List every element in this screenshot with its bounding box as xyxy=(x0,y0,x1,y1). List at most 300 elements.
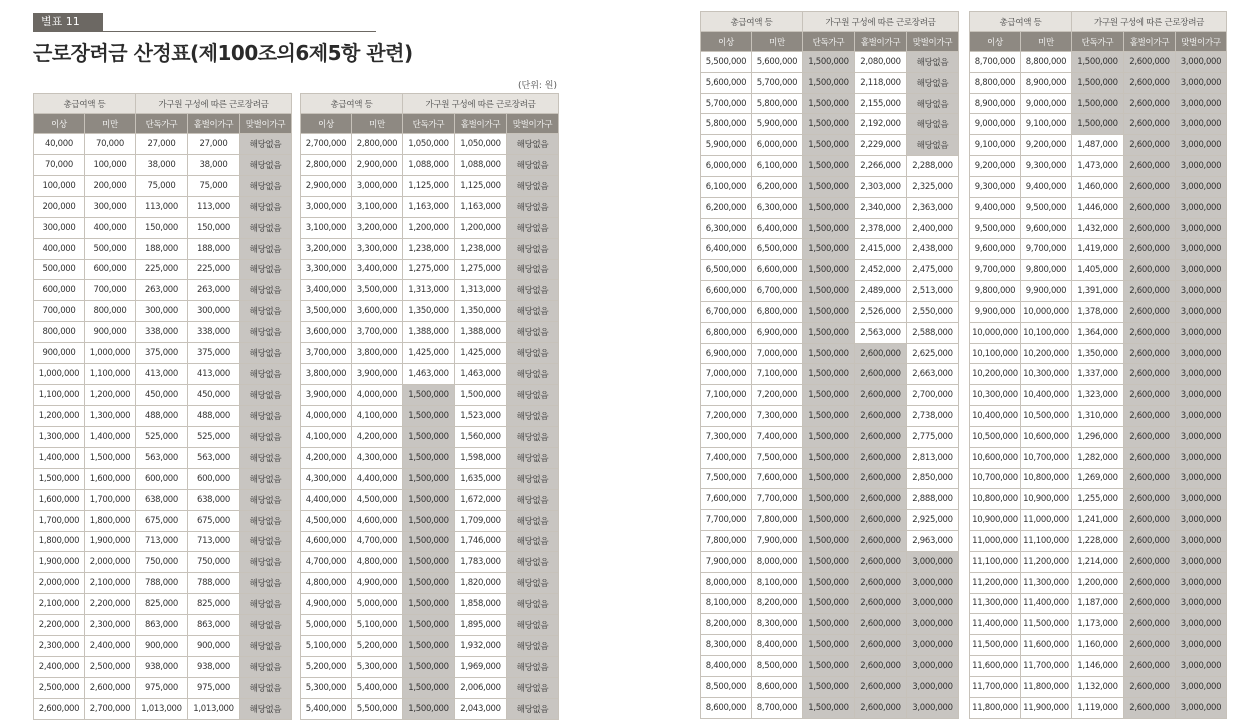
title-rule xyxy=(33,31,376,32)
single-household-cell: 1,050,000 xyxy=(403,134,455,155)
income-max-cell: 7,200,000 xyxy=(752,385,803,406)
table-row xyxy=(970,697,1227,718)
income-min-cell: 7,300,000 xyxy=(701,426,752,447)
income-min-cell: 3,900,000 xyxy=(301,385,352,406)
one-earner-cell: 1,013,000 xyxy=(188,698,240,719)
table-row xyxy=(34,677,292,698)
two-earner-cell: 해당없음 xyxy=(507,677,559,698)
income-min-cell: 10,400,000 xyxy=(970,406,1021,427)
income-min-cell: 4,000,000 xyxy=(301,405,352,426)
income-min-cell: 1,900,000 xyxy=(34,552,85,573)
income-min-cell: 11,100,000 xyxy=(970,551,1021,572)
table-row xyxy=(301,385,559,406)
income-max-cell: 10,600,000 xyxy=(1021,426,1072,447)
income-max-cell: 4,300,000 xyxy=(352,447,403,468)
single-household-cell: 150,000 xyxy=(136,217,188,238)
one-earner-cell: 2,340,000 xyxy=(855,197,907,218)
income-max-cell: 300,000 xyxy=(85,196,136,217)
income-max-cell: 8,100,000 xyxy=(752,572,803,593)
one-earner-cell: 1,425,000 xyxy=(455,343,507,364)
one-earner-cell: 2,600,000 xyxy=(855,614,907,635)
income-max-cell: 6,700,000 xyxy=(752,281,803,302)
income-min-cell: 1,400,000 xyxy=(34,447,85,468)
two-earner-cell: 해당없음 xyxy=(507,364,559,385)
min-header: 이상 xyxy=(34,114,85,134)
income-min-cell: 6,000,000 xyxy=(701,156,752,177)
income-min-cell: 5,500,000 xyxy=(701,52,752,73)
income-max-cell: 10,000,000 xyxy=(1021,301,1072,322)
income-min-cell: 7,500,000 xyxy=(701,468,752,489)
table-row xyxy=(301,405,559,426)
income-min-cell: 8,600,000 xyxy=(701,697,752,718)
two-earner-cell: 3,000,000 xyxy=(1176,218,1227,239)
two-earner-cell: 2,438,000 xyxy=(907,239,959,260)
table-row xyxy=(34,573,292,594)
one-earner-cell: 2,600,000 xyxy=(1124,135,1176,156)
two-earner-cell: 3,000,000 xyxy=(1176,614,1227,635)
income-max-cell: 100,000 xyxy=(85,154,136,175)
table-row xyxy=(701,239,959,260)
one-earner-cell: 38,000 xyxy=(188,154,240,175)
table-row xyxy=(701,676,959,697)
table-row xyxy=(701,635,959,656)
income-max-cell: 9,900,000 xyxy=(1021,281,1072,302)
unit-note: (단위: 원) xyxy=(518,81,557,91)
single-household-cell: 1,500,000 xyxy=(403,447,455,468)
two-earner-cell: 3,000,000 xyxy=(1176,176,1227,197)
income-max-cell: 7,900,000 xyxy=(752,531,803,552)
one-earner-cell: 1,895,000 xyxy=(455,615,507,636)
one-earner-cell: 2,378,000 xyxy=(855,218,907,239)
single-household-cell: 750,000 xyxy=(136,552,188,573)
two-earner-cell: 3,000,000 xyxy=(1176,593,1227,614)
single-household-cell: 225,000 xyxy=(136,259,188,280)
single-household-cell: 1,432,000 xyxy=(1072,218,1124,239)
one-earner-cell: 2,415,000 xyxy=(855,239,907,260)
two-earner-cell: 해당없음 xyxy=(507,134,559,155)
income-min-cell: 5,400,000 xyxy=(301,698,352,719)
single-household-cell: 1,500,000 xyxy=(803,510,855,531)
one-earner-cell: 2,600,000 xyxy=(1124,656,1176,677)
one-earner-cell: 2,600,000 xyxy=(855,426,907,447)
one-earner-cell: 2,489,000 xyxy=(855,281,907,302)
one-earner-cell: 488,000 xyxy=(188,405,240,426)
single-household-cell: 1,500,000 xyxy=(803,156,855,177)
two-earner-cell: 3,000,000 xyxy=(1176,135,1227,156)
single-household-cell: 1,146,000 xyxy=(1072,656,1124,677)
income-min-cell: 10,600,000 xyxy=(970,447,1021,468)
income-min-cell: 9,000,000 xyxy=(970,114,1021,135)
table-row xyxy=(34,301,292,322)
one-earner-cell: 2,600,000 xyxy=(855,385,907,406)
income-max-cell: 9,800,000 xyxy=(1021,260,1072,281)
one-earner-cell: 2,600,000 xyxy=(855,572,907,593)
one-earner-cell: 1,200,000 xyxy=(455,217,507,238)
income-max-cell: 8,200,000 xyxy=(752,593,803,614)
income-max-cell: 4,900,000 xyxy=(352,573,403,594)
single-household-cell: 1,119,000 xyxy=(1072,697,1124,718)
one-earner-cell: 975,000 xyxy=(188,677,240,698)
one-earner-cell: 1,783,000 xyxy=(455,552,507,573)
income-min-cell: 4,100,000 xyxy=(301,426,352,447)
single-household-cell: 1,500,000 xyxy=(403,405,455,426)
two-earner-cell: 2,888,000 xyxy=(907,489,959,510)
single-household-cell: 1,500,000 xyxy=(803,135,855,156)
income-max-cell: 8,400,000 xyxy=(752,635,803,656)
income-min-cell: 4,800,000 xyxy=(301,573,352,594)
income-max-cell: 5,300,000 xyxy=(352,657,403,678)
one-earner-cell: 2,600,000 xyxy=(1124,239,1176,260)
two-earner-cell: 3,000,000 xyxy=(1176,447,1227,468)
two-earner-cell: 해당없음 xyxy=(507,531,559,552)
two-earner-cell: 해당없음 xyxy=(240,405,292,426)
income-max-cell: 10,700,000 xyxy=(1021,447,1072,468)
award-group-header: 가구원 구성에 따른 근로장려금 xyxy=(1072,12,1227,32)
income-min-cell: 10,100,000 xyxy=(970,343,1021,364)
two-earner-cell: 해당없음 xyxy=(507,698,559,719)
income-min-cell: 700,000 xyxy=(34,301,85,322)
table-row xyxy=(970,239,1227,260)
income-max-cell: 11,100,000 xyxy=(1021,531,1072,552)
two-earner-cell: 2,813,000 xyxy=(907,447,959,468)
income-min-cell: 10,200,000 xyxy=(970,364,1021,385)
income-min-cell: 6,400,000 xyxy=(701,239,752,260)
two-earner-cell: 2,588,000 xyxy=(907,322,959,343)
income-max-cell: 4,500,000 xyxy=(352,489,403,510)
one-earner-cell: 2,600,000 xyxy=(1124,93,1176,114)
income-max-cell: 11,300,000 xyxy=(1021,572,1072,593)
one-earner-header: 홑벌이가구 xyxy=(1124,32,1176,52)
single-household-header: 단독가구 xyxy=(136,114,188,134)
income-min-cell: 11,500,000 xyxy=(970,635,1021,656)
income-min-cell: 10,900,000 xyxy=(970,510,1021,531)
table-row xyxy=(34,259,292,280)
two-earner-cell: 3,000,000 xyxy=(1176,364,1227,385)
max-header: 미만 xyxy=(1021,32,1072,52)
one-earner-cell: 2,600,000 xyxy=(1124,176,1176,197)
income-min-cell: 4,600,000 xyxy=(301,531,352,552)
table-row xyxy=(701,176,959,197)
two-earner-cell: 해당없음 xyxy=(240,426,292,447)
income-min-cell: 8,500,000 xyxy=(701,676,752,697)
table-row xyxy=(301,657,559,678)
single-household-cell: 1,350,000 xyxy=(403,301,455,322)
income-min-cell: 5,000,000 xyxy=(301,615,352,636)
income-max-cell: 3,400,000 xyxy=(352,259,403,280)
table-row xyxy=(970,114,1227,135)
income-max-cell: 8,700,000 xyxy=(752,697,803,718)
single-household-cell: 1,500,000 xyxy=(1072,93,1124,114)
income-max-cell: 10,100,000 xyxy=(1021,322,1072,343)
one-earner-cell: 1,598,000 xyxy=(455,447,507,468)
table-row xyxy=(701,614,959,635)
two-earner-cell: 해당없음 xyxy=(507,238,559,259)
income-min-cell: 900,000 xyxy=(34,343,85,364)
income-max-cell: 2,400,000 xyxy=(85,636,136,657)
table-row xyxy=(970,468,1227,489)
one-earner-cell: 1,709,000 xyxy=(455,510,507,531)
income-max-cell: 2,900,000 xyxy=(352,154,403,175)
single-household-header: 단독가구 xyxy=(803,32,855,52)
one-earner-cell: 2,600,000 xyxy=(1124,551,1176,572)
single-household-cell: 1,228,000 xyxy=(1072,531,1124,552)
income-group-header: 총급여액 등 xyxy=(970,12,1072,32)
one-earner-cell: 2,600,000 xyxy=(1124,218,1176,239)
table-row xyxy=(34,154,292,175)
income-min-cell: 70,000 xyxy=(34,154,85,175)
income-min-cell: 1,500,000 xyxy=(34,468,85,489)
income-min-cell: 7,000,000 xyxy=(701,364,752,385)
single-household-cell: 1,241,000 xyxy=(1072,510,1124,531)
two-earner-cell: 해당없음 xyxy=(507,322,559,343)
income-min-cell: 3,700,000 xyxy=(301,343,352,364)
income-max-cell: 800,000 xyxy=(85,301,136,322)
table-row xyxy=(301,259,559,280)
income-max-cell: 6,000,000 xyxy=(752,135,803,156)
income-min-cell: 2,900,000 xyxy=(301,175,352,196)
income-min-cell: 11,700,000 xyxy=(970,676,1021,697)
two-earner-cell: 해당없음 xyxy=(507,217,559,238)
one-earner-cell: 2,600,000 xyxy=(1124,531,1176,552)
single-household-cell: 1,500,000 xyxy=(403,677,455,698)
income-max-cell: 2,800,000 xyxy=(352,134,403,155)
income-max-cell: 1,500,000 xyxy=(85,447,136,468)
two-earner-cell: 해당없음 xyxy=(240,594,292,615)
two-earner-cell: 해당없음 xyxy=(507,385,559,406)
two-earner-cell: 해당없음 xyxy=(240,636,292,657)
income-max-cell: 700,000 xyxy=(85,280,136,301)
one-earner-cell: 1,125,000 xyxy=(455,175,507,196)
income-min-cell: 6,300,000 xyxy=(701,218,752,239)
income-max-cell: 10,200,000 xyxy=(1021,343,1072,364)
one-earner-cell: 2,080,000 xyxy=(855,52,907,73)
income-min-cell: 2,500,000 xyxy=(34,677,85,698)
two-earner-cell: 3,000,000 xyxy=(1176,635,1227,656)
single-household-cell: 1,425,000 xyxy=(403,343,455,364)
one-earner-cell: 1,313,000 xyxy=(455,280,507,301)
single-household-cell: 1,500,000 xyxy=(803,489,855,510)
one-earner-cell: 2,600,000 xyxy=(1124,343,1176,364)
table-row xyxy=(301,364,559,385)
single-household-cell: 1,013,000 xyxy=(136,698,188,719)
table-row xyxy=(970,551,1227,572)
single-household-cell: 638,000 xyxy=(136,489,188,510)
income-min-cell: 7,800,000 xyxy=(701,531,752,552)
single-household-cell: 1,364,000 xyxy=(1072,322,1124,343)
income-max-cell: 9,500,000 xyxy=(1021,197,1072,218)
income-max-cell: 1,600,000 xyxy=(85,468,136,489)
table-row xyxy=(301,489,559,510)
single-household-cell: 1,500,000 xyxy=(403,426,455,447)
single-household-cell: 413,000 xyxy=(136,364,188,385)
table-row xyxy=(301,280,559,301)
income-min-cell: 9,300,000 xyxy=(970,176,1021,197)
income-max-cell: 9,100,000 xyxy=(1021,114,1072,135)
income-max-cell: 5,100,000 xyxy=(352,615,403,636)
income-min-cell: 4,200,000 xyxy=(301,447,352,468)
single-household-cell: 1,200,000 xyxy=(1072,572,1124,593)
table-row xyxy=(701,343,959,364)
two-earner-cell: 3,000,000 xyxy=(1176,114,1227,135)
income-min-cell: 9,700,000 xyxy=(970,260,1021,281)
single-household-cell: 1,500,000 xyxy=(403,698,455,719)
income-max-cell: 4,400,000 xyxy=(352,468,403,489)
one-earner-cell: 2,600,000 xyxy=(1124,614,1176,635)
one-earner-cell: 2,600,000 xyxy=(855,489,907,510)
income-max-cell: 11,500,000 xyxy=(1021,614,1072,635)
table-row xyxy=(34,657,292,678)
one-earner-cell: 2,600,000 xyxy=(1124,676,1176,697)
income-max-cell: 7,800,000 xyxy=(752,510,803,531)
single-household-cell: 300,000 xyxy=(136,301,188,322)
single-household-header: 단독가구 xyxy=(1072,32,1124,52)
min-header: 이상 xyxy=(970,32,1021,52)
income-max-cell: 7,100,000 xyxy=(752,364,803,385)
single-household-cell: 488,000 xyxy=(136,405,188,426)
income-max-cell: 9,700,000 xyxy=(1021,239,1072,260)
one-earner-cell: 1,350,000 xyxy=(455,301,507,322)
two-earner-cell: 해당없음 xyxy=(240,364,292,385)
single-household-cell: 1,500,000 xyxy=(803,593,855,614)
single-household-cell: 1,419,000 xyxy=(1072,239,1124,260)
income-max-cell: 6,600,000 xyxy=(752,260,803,281)
single-household-cell: 1,282,000 xyxy=(1072,447,1124,468)
one-earner-cell: 2,600,000 xyxy=(1124,697,1176,718)
two-earner-cell: 3,000,000 xyxy=(907,656,959,677)
income-max-cell: 5,400,000 xyxy=(352,677,403,698)
one-earner-cell: 2,600,000 xyxy=(1124,426,1176,447)
income-max-cell: 11,700,000 xyxy=(1021,656,1072,677)
two-earner-cell: 해당없음 xyxy=(240,196,292,217)
single-household-cell: 1,500,000 xyxy=(803,364,855,385)
one-earner-cell: 2,600,000 xyxy=(1124,364,1176,385)
single-household-cell: 1,500,000 xyxy=(803,239,855,260)
one-earner-cell: 150,000 xyxy=(188,217,240,238)
single-household-cell: 1,500,000 xyxy=(1072,114,1124,135)
single-household-cell: 1,125,000 xyxy=(403,175,455,196)
table-row xyxy=(301,552,559,573)
income-max-cell: 8,600,000 xyxy=(752,676,803,697)
income-max-cell: 6,900,000 xyxy=(752,322,803,343)
table-row xyxy=(970,176,1227,197)
two-earner-header: 맞벌이가구 xyxy=(1176,32,1227,52)
two-earner-cell: 해당없음 xyxy=(240,175,292,196)
one-earner-cell: 2,600,000 xyxy=(855,364,907,385)
single-household-cell: 188,000 xyxy=(136,238,188,259)
one-earner-cell: 938,000 xyxy=(188,657,240,678)
two-earner-cell: 3,000,000 xyxy=(1176,385,1227,406)
one-earner-cell: 788,000 xyxy=(188,573,240,594)
two-earner-cell: 해당없음 xyxy=(240,280,292,301)
income-min-cell: 10,000,000 xyxy=(970,322,1021,343)
award-table-4 xyxy=(969,11,1227,719)
table-row xyxy=(970,447,1227,468)
income-max-cell: 7,500,000 xyxy=(752,447,803,468)
single-household-cell: 1,323,000 xyxy=(1072,385,1124,406)
two-earner-cell: 해당없음 xyxy=(240,154,292,175)
single-household-cell: 1,269,000 xyxy=(1072,468,1124,489)
award-table-1 xyxy=(33,93,292,720)
single-household-cell: 1,500,000 xyxy=(1072,72,1124,93)
one-earner-cell: 1,238,000 xyxy=(455,238,507,259)
table-row xyxy=(701,135,959,156)
two-earner-cell: 3,000,000 xyxy=(907,697,959,718)
table-row xyxy=(970,426,1227,447)
table-row xyxy=(970,52,1227,73)
income-min-cell: 2,800,000 xyxy=(301,154,352,175)
income-min-cell: 4,400,000 xyxy=(301,489,352,510)
income-max-cell: 3,700,000 xyxy=(352,322,403,343)
table-row xyxy=(970,406,1227,427)
one-earner-cell: 1,932,000 xyxy=(455,636,507,657)
one-earner-cell: 825,000 xyxy=(188,594,240,615)
table-row xyxy=(970,72,1227,93)
table-row xyxy=(301,468,559,489)
income-min-cell: 9,100,000 xyxy=(970,135,1021,156)
income-min-cell: 6,500,000 xyxy=(701,260,752,281)
income-max-cell: 600,000 xyxy=(85,259,136,280)
one-earner-cell: 2,600,000 xyxy=(1124,593,1176,614)
income-min-cell: 6,100,000 xyxy=(701,176,752,197)
single-household-cell: 1,500,000 xyxy=(403,468,455,489)
income-min-cell: 5,300,000 xyxy=(301,677,352,698)
one-earner-cell: 2,600,000 xyxy=(855,468,907,489)
one-earner-cell: 2,155,000 xyxy=(855,93,907,114)
table-row xyxy=(970,593,1227,614)
two-earner-cell: 해당없음 xyxy=(240,343,292,364)
single-household-cell: 1,500,000 xyxy=(803,572,855,593)
award-group-header: 가구원 구성에 따른 근로장려금 xyxy=(136,94,292,114)
two-earner-cell: 해당없음 xyxy=(507,489,559,510)
table-row xyxy=(301,175,559,196)
one-earner-cell: 2,600,000 xyxy=(855,551,907,572)
income-min-cell: 4,900,000 xyxy=(301,594,352,615)
income-min-cell: 2,200,000 xyxy=(34,615,85,636)
one-earner-cell: 2,600,000 xyxy=(1124,489,1176,510)
single-household-cell: 1,500,000 xyxy=(403,552,455,573)
income-max-cell: 1,200,000 xyxy=(85,385,136,406)
income-max-cell: 2,700,000 xyxy=(85,698,136,719)
two-earner-cell: 해당없음 xyxy=(240,552,292,573)
one-earner-cell: 2,600,000 xyxy=(855,656,907,677)
table-row xyxy=(301,698,559,719)
income-max-cell: 6,300,000 xyxy=(752,197,803,218)
two-earner-cell: 해당없음 xyxy=(907,72,959,93)
single-household-cell: 1,500,000 xyxy=(803,281,855,302)
one-earner-cell: 2,600,000 xyxy=(1124,572,1176,593)
header-row-columns xyxy=(970,32,1227,52)
one-earner-cell: 1,858,000 xyxy=(455,594,507,615)
table-row xyxy=(301,134,559,155)
income-min-cell: 2,600,000 xyxy=(34,698,85,719)
income-min-cell: 11,600,000 xyxy=(970,656,1021,677)
one-earner-cell: 2,600,000 xyxy=(1124,52,1176,73)
income-max-cell: 5,000,000 xyxy=(352,594,403,615)
income-max-cell: 1,000,000 xyxy=(85,343,136,364)
one-earner-cell: 1,672,000 xyxy=(455,489,507,510)
income-max-cell: 2,300,000 xyxy=(85,615,136,636)
income-max-cell: 1,900,000 xyxy=(85,531,136,552)
single-household-cell: 1,238,000 xyxy=(403,238,455,259)
table-row xyxy=(701,656,959,677)
single-household-cell: 338,000 xyxy=(136,322,188,343)
one-earner-cell: 2,600,000 xyxy=(1124,197,1176,218)
table-row xyxy=(301,447,559,468)
income-min-cell: 9,800,000 xyxy=(970,281,1021,302)
two-earner-cell: 해당없음 xyxy=(907,135,959,156)
table-row xyxy=(34,552,292,573)
two-earner-cell: 2,663,000 xyxy=(907,364,959,385)
